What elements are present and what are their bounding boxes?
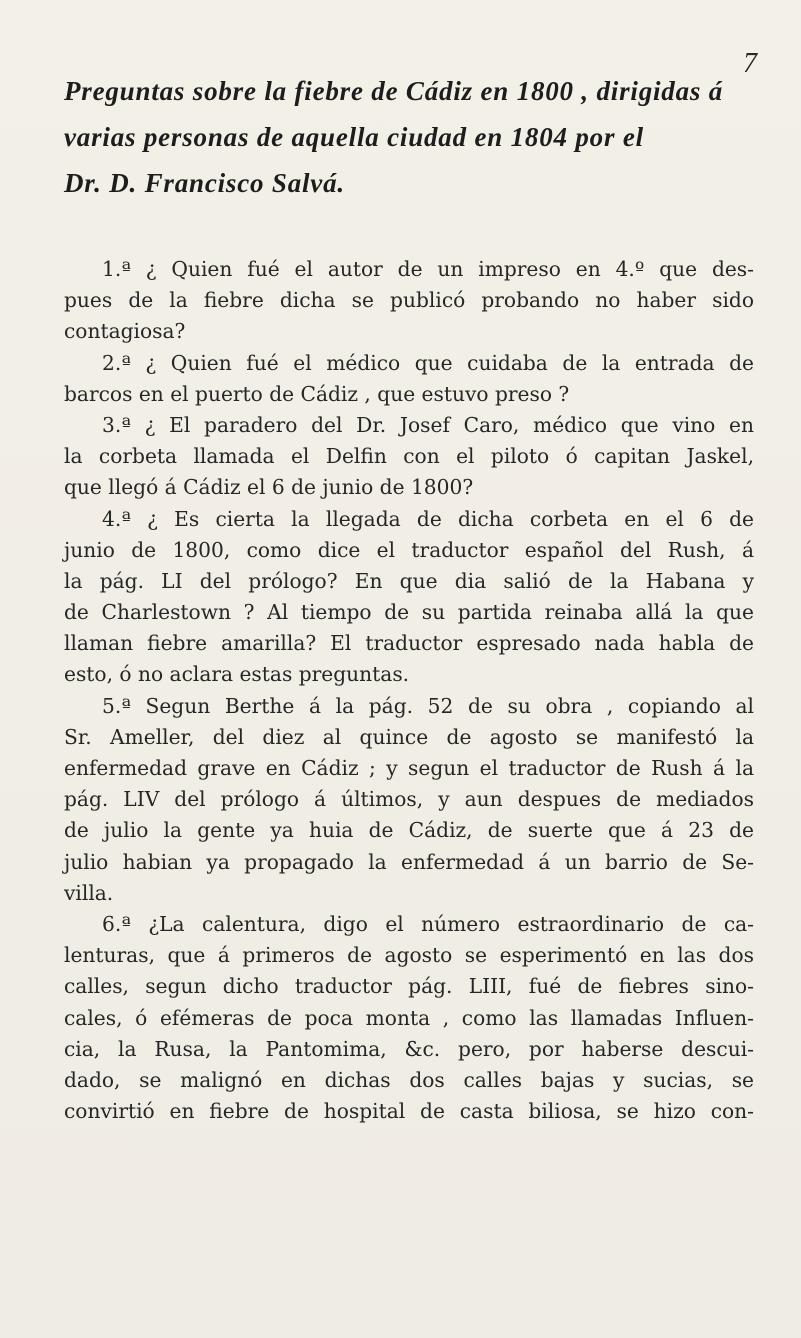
question-label: 1.ª	[102, 257, 131, 281]
text-line: enfermedad grave en Cádiz ; y segun el traductor de Rush á la	[64, 756, 754, 780]
text-line: que llegó á Cádiz el 6 de junio de 1800?	[64, 475, 474, 500]
text-line: cia, la Rusa, la Pantomima, &c. pero, por haberse descui-	[64, 1036, 754, 1061]
text-line: 3.ª ¿ El paradero del Dr. Josef Caro, médico que vino en	[102, 412, 755, 437]
question-6	[64, 909, 754, 1127]
text-line: de julio la gente ya huia de Cádiz, de suerte que á 23 de	[64, 818, 754, 843]
question-3	[64, 410, 754, 504]
text-line: julio habian ya propagado la enfermedad á un barrio de Se-	[64, 849, 754, 874]
question-2	[64, 348, 754, 410]
question-label: 4.ª	[102, 506, 131, 531]
text-line: de Charlestown ? Al tiempo de su partida reinaba allá la que	[64, 600, 754, 625]
text-line: esto, ó no aclara estas preguntas.	[64, 662, 410, 687]
title-line: varias personas de aquella ciudad en 1804 por el	[64, 122, 644, 152]
text-line: Sr. Ameller, del diez al quince de agosto se manifestó la	[64, 724, 754, 749]
text-line: pues de la fiebre dicha se publicó probando no haber sido	[64, 288, 754, 313]
title-line: Preguntas sobre la fiebre de Cádiz en 1800 , dirigidas á	[64, 76, 724, 106]
text-line: barcos en el puerto de Cádiz , que estuvo preso ?	[64, 381, 570, 406]
text-line: calles, segun dicho traductor pág. LIII, fué de fiebres sino-	[64, 974, 754, 999]
text-line: junio de 1800, como dice el traductor español del Rush, á	[64, 537, 754, 562]
text-line: 5.ª Segun Berthe á la pág. 52 de su obra , copiando al	[102, 693, 755, 718]
question-label: 6.ª	[102, 911, 131, 936]
text-line: cales, ó efémeras de poca monta , como las llamadas Influen-	[64, 1005, 754, 1030]
text-line: 1.ª ¿ Quien fué el autor de un impreso en 4.º que des-	[102, 257, 754, 281]
text-line: pág. LIV del prólogo á últimos, y aun despues de mediados	[64, 787, 754, 812]
question-1	[64, 254, 754, 348]
question-4	[64, 504, 754, 691]
page-title	[64, 68, 764, 206]
text-line: villa.	[64, 880, 114, 905]
text-line: 4.ª ¿ Es cierta la llegada de dicha corbeta en el 6 de	[102, 506, 754, 531]
text-line: dado, se malignó en dichas dos calles bajas y sucias, se	[64, 1067, 754, 1092]
question-5	[64, 691, 754, 909]
question-label: 3.ª	[102, 412, 131, 437]
questions-body	[64, 254, 754, 1127]
text-line: la corbeta llamada el Delfin con el piloto ó capitan Jaskel,	[64, 444, 754, 469]
text-line: la pág. LI del prólogo? En que dia salió de la Habana y	[64, 568, 754, 593]
question-label: 2.ª	[102, 350, 131, 375]
page-number: 7	[743, 48, 757, 79]
text-line: lenturas, que á primeros de agosto se esperimentó en las dos	[64, 943, 754, 968]
text-line: llaman fiebre amarilla? El traductor espresado nada habla de	[64, 631, 754, 656]
text-line: 2.ª ¿ Quien fué el médico que cuidaba de la entrada de	[102, 350, 754, 375]
title-line: Dr. D. Francisco Salvá.	[64, 168, 345, 198]
text-line: convirtió en fiebre de hospital de casta biliosa, se hizo con-	[64, 1099, 754, 1124]
text-line: contagiosa?	[64, 319, 186, 344]
text-line: 6.ª ¿La calentura, digo el número estraordinario de ca-	[102, 911, 754, 936]
question-label: 5.ª	[102, 693, 131, 718]
